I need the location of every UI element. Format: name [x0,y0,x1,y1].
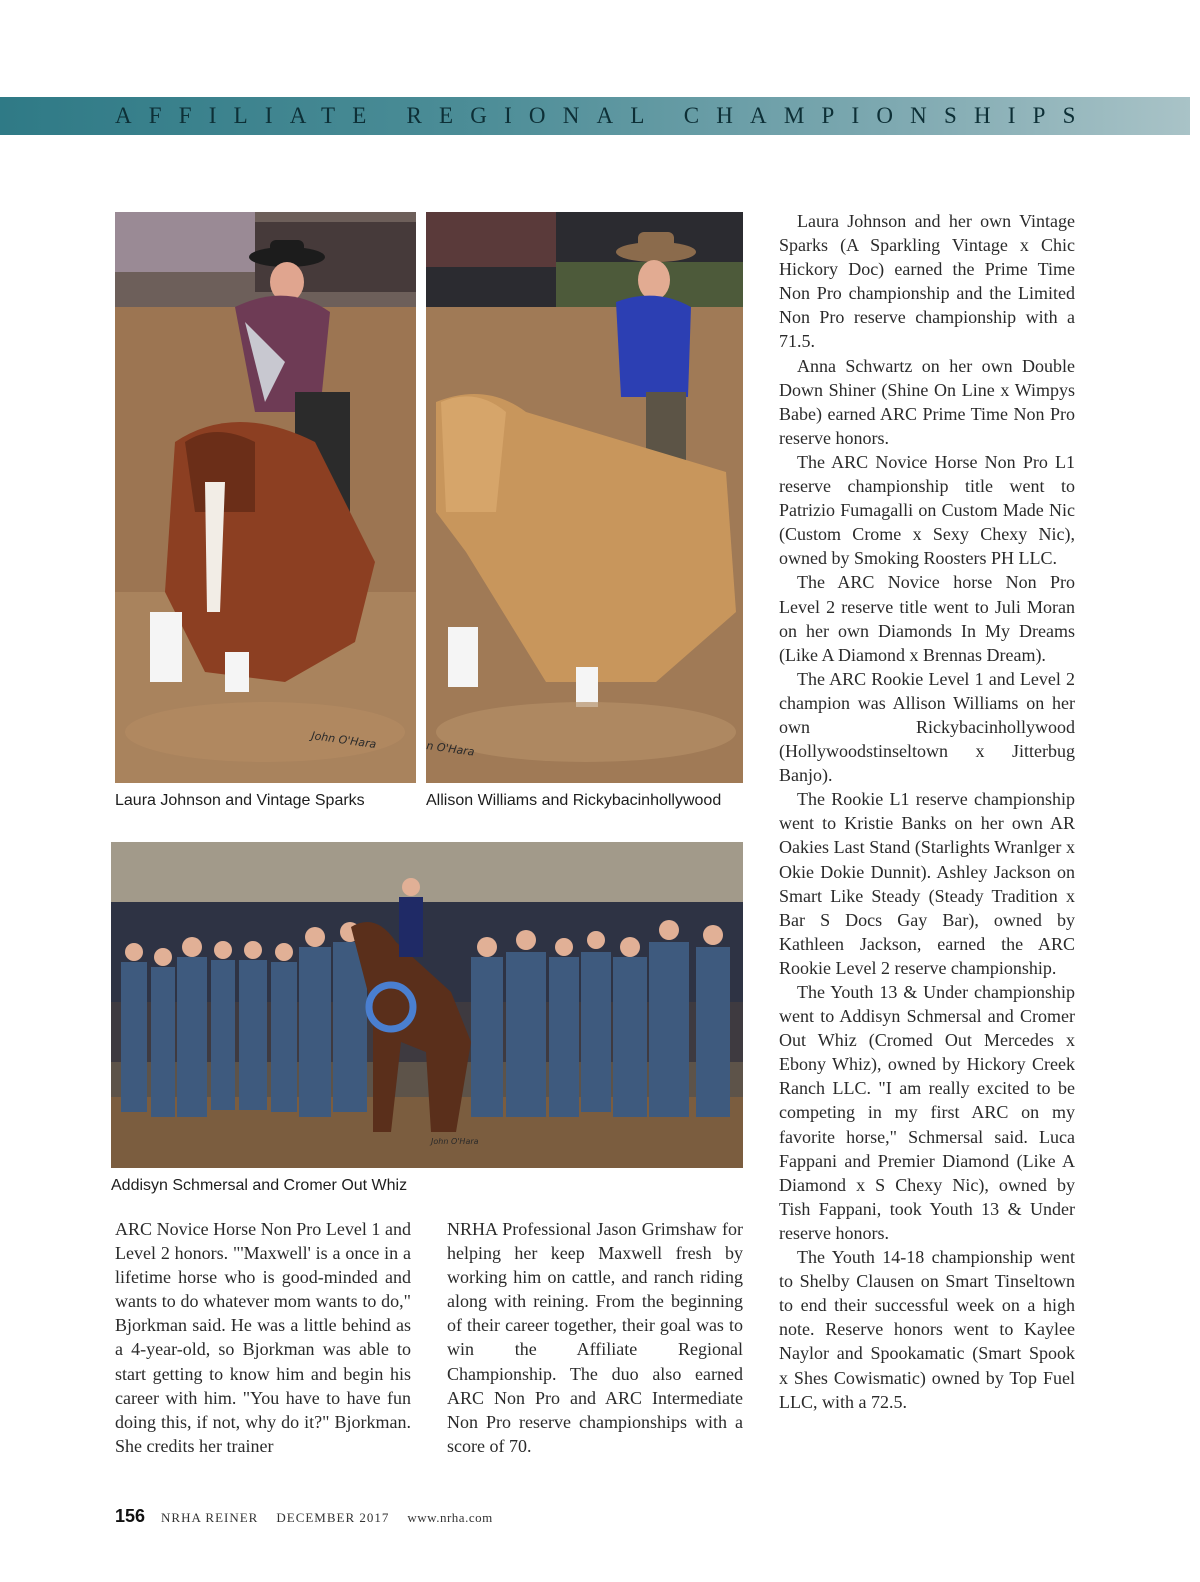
article-column-2 [447,1217,743,1458]
magazine-name: NRHA REINER [161,1510,259,1525]
photo3-caption: Addisyn Schmersal and Cromer Out Whiz [111,1177,408,1194]
section-title: AFFILIATE REGIONAL CHAMPIONSHIPS [115,103,1093,128]
column3-paragraph: Anna Schwartz on her own Double Down Shiner (Shine On Line x Wimpys Babe) earned ARC Prime Time Non Pro reserve honors. [779,355,1075,448]
issue-date: DECEMBER 2017 [276,1510,390,1525]
column3-paragraph: The Youth 13 & Under championship went to Addisyn Schmersal and Cromer Out Whiz (Cromed Out Mercedes x Ebony Whiz), owned by Hickory Creek Ranch LLC. "I am really excited to be competing in my first ARC on my favorite horse," Schmersal said. Luca Fappani and Premier Diamond (Like A Diamond x S Chexy Nic), owned by Tish Fappani, took Youth 13 & Under reserve honors. [779,982,1075,1243]
photo-group-addisyn-schmersal [111,842,743,1168]
column3-paragraph: The ARC Novice Horse Non Pro L1 reserve championship title went to Patrizio Fumagalli on Custom Made Nic (Custom Crome x Sexy Chexy Nic), owned by Smoking Roosters PH LLC. [779,451,1075,569]
column2-paragraph: NRHA Professional Jason Grimshaw for helping her keep Maxwell fresh by working him on cattle, and ranch riding along with reining. From the beginning of their career together, their goal was to win the Affiliate Regional Championship. The duo also earned ARC Non Pro and ARC Intermediate Non Pro reserve championships with a score of 70. [447,1219,743,1456]
column3-paragraph: The ARC Novice horse Non Pro Level 2 reserve title went to Juli Moran on her own Diamonds In My Dreams (Like A Diamond x Brennas Dream). [779,572,1075,665]
photo2-caption: Allison Williams and Rickybacinhollywood [426,792,722,809]
website-link[interactable]: www.nrha.com [407,1510,493,1525]
photo-laura-johnson [115,212,416,783]
column3-paragraph: The ARC Rookie Level 1 and Level 2 champion was Allison Williams on her own Rickybacinhollywood (Hollywoodstinseltown x Jitterbug Banjo). [779,668,1075,786]
column3-paragraph: The Youth 14-18 championship went to Shelby Clausen on Smart Tinseltown to end their successful week on a high note. Reserve honors went to Kaylee Naylor and Spookamatic (Smart Spook x Shes Cowismatic) owned by Top Fuel LLC, with a 72.5. [779,1247,1075,1412]
svg-text:n O'Hara: n O'Hara [426,739,476,759]
page-number: 156 [115,1506,146,1526]
svg-text:John O'Hara: John O'Hara [310,729,378,752]
article-column-1 [115,1217,411,1458]
column1-paragraph: ARC Novice Horse Non Pro Level 1 and Level 2 honors. "'Maxwell' is a once in a lifetime horse who is good-minded and wants to do whatever mom wants to do," Bjorkman said. He was a little behind as a 4-year-old, so Bjorkman was able to start getting to know him and begin his career with him. "You have to have fun doing this, if not, why do it?" Bjorkman. She credits her trainer [115,1219,411,1456]
photo-allison-williams [426,212,743,783]
photo1-caption: Laura Johnson and Vintage Sparks [115,792,365,809]
column3-paragraph: Laura Johnson and her own Vintage Sparks (A Sparkling Vintage x Chic Hickory Doc) earned the Prime Time Non Pro championship and the Limited Non Pro reserve championship with a 71.5. [779,211,1075,352]
svg-text:John O'Hara: John O'Hara [431,1137,479,1146]
column3-paragraph: The Rookie L1 reserve championship went to Kristie Banks on her own AR Oakies Last Stand (Starlights Wranlger x Okie Dokie Dunnit). Ashley Jackson on Smart Like Steady (Steady Tradition x Bar S Docs Gay Bar), owned by Kathleen Jackson, earned the ARC Rookie Level 2 reserve championship. [779,789,1075,978]
page-folio [115,1503,493,1529]
article-column-3 [779,209,1075,1414]
